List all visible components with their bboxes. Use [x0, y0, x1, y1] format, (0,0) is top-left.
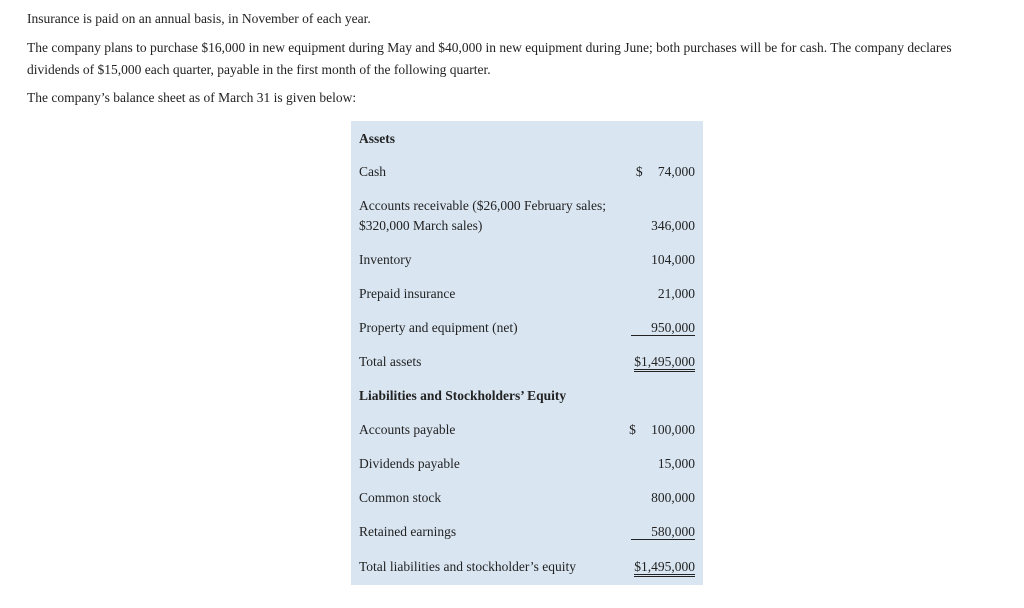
- assets-heading: Assets: [359, 131, 395, 146]
- intro-paragraph-balance-sheet: The company’s balance sheet as of March 31 is given below:: [27, 90, 357, 105]
- liabilities-equity-heading: Liabilities and Stockholders’ Equity: [359, 388, 567, 403]
- intro-paragraph-equipment-dividends: The company plans to purchase $16,000 in new equipment during May and $40,000 in new equipment during June; both purchases will be for cash. The company declares dividends of $15,000 each quarter, payable in the first month of the following quarter.: [27, 40, 952, 77]
- accounts-payable-amount: 100,000: [651, 422, 695, 437]
- balance-sheet-table: [351, 121, 703, 585]
- cash-currency: $: [635, 164, 643, 179]
- intro-paragraph-insurance: Insurance is paid on an annual basis, in November of each year.: [27, 11, 371, 26]
- total-liabilities-equity-label: Total liabilities and stockholder’s equity: [359, 559, 577, 574]
- accounts-receivable-label: Accounts receivable ($26,000 February sales; $320,000 March sales): [359, 198, 607, 233]
- retained-earnings-label: Retained earnings: [359, 524, 457, 539]
- cash-amount: 74,000: [657, 164, 695, 179]
- common-stock-label: Common stock: [359, 490, 442, 505]
- accounts-payable-label: Accounts payable: [359, 422, 456, 437]
- property-equipment-amount: 950,000: [631, 320, 695, 336]
- dividends-payable-amount: 15,000: [657, 456, 695, 471]
- inventory-label: Inventory: [359, 252, 412, 267]
- retained-earnings-amount: 580,000: [631, 524, 695, 540]
- accounts-receivable-amount: 346,000: [651, 218, 695, 233]
- accounts-payable-currency: $: [629, 422, 636, 437]
- cash-label: Cash: [359, 164, 386, 179]
- prepaid-insurance-amount: 21,000: [657, 286, 695, 301]
- inventory-amount: 104,000: [651, 252, 695, 267]
- property-equipment-label: Property and equipment (net): [359, 320, 518, 335]
- total-liabilities-equity-amount: $1,495,000: [634, 559, 695, 577]
- total-assets-label: Total assets: [359, 354, 422, 369]
- common-stock-amount: 800,000: [651, 490, 695, 505]
- prepaid-insurance-label: Prepaid insurance: [359, 286, 456, 301]
- dividends-payable-label: Dividends payable: [359, 456, 460, 471]
- total-assets-amount: $1,495,000: [634, 354, 695, 372]
